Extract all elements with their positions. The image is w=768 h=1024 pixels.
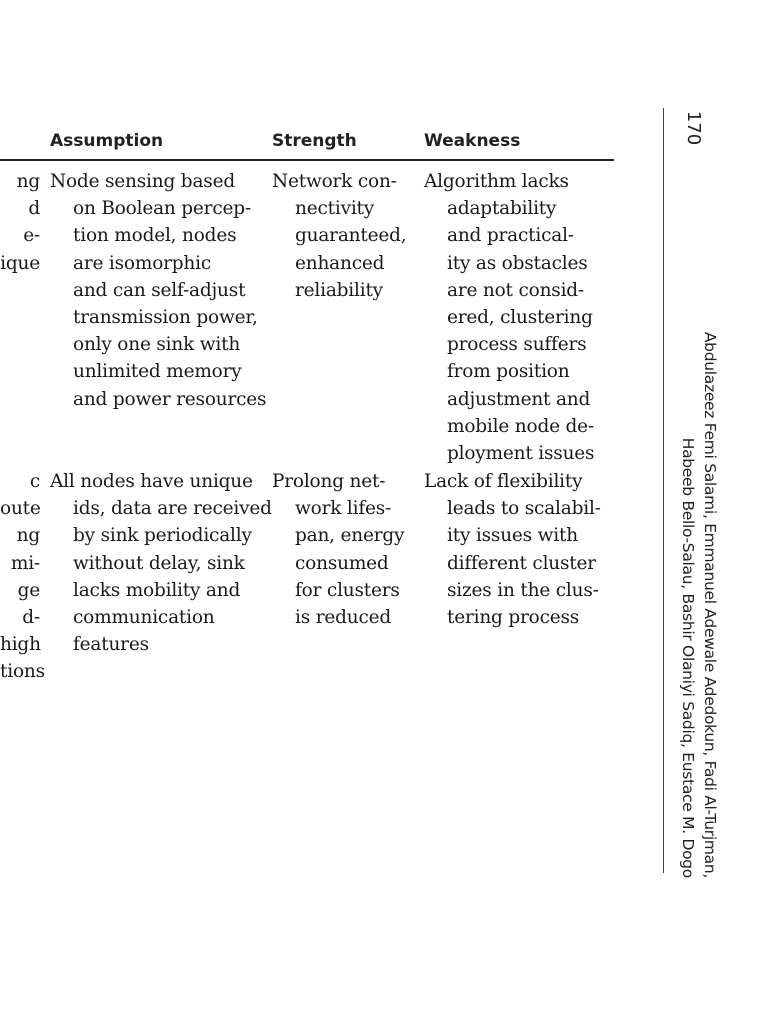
row1-assumption-cell: Node sensing based on Boolean percep- tion model, nodes are isomorphic and can self-adjust transmission power, only one sink with unlimited memory and power resources — [50, 171, 267, 410]
clipped-cell-row2: c oute ng mi- ge d- high tions — [0, 471, 45, 683]
row2-assumption-cell: All nodes have unique ids, data are received by sink periodically without delay, sink lacks mobility and communication features — [50, 471, 272, 656]
row1-strength-cell: Network con- nectivity guaranteed, enhanced reliability — [272, 171, 407, 301]
row2-strength-cell: Prolong net- work lifes- pan, energy consumed for clusters is reduced — [272, 471, 405, 629]
running-head-line-2: Habeeb Bello-Salau, Bashir Olaniyi Sadiq, Eustace M. Dogo — [679, 437, 697, 878]
header-rule — [0, 159, 614, 161]
row1-weakness-cell: Algorithm lacks adaptability and practical- ity as obstacles are not consid- ered, clustering process suffers from position adjustment and mobile node de- ployment issues — [424, 171, 595, 465]
running-head-line-1: Abdulazeez Femi Salami, Emmanuel Adewale Adedokun, Fadi Al-Turjman, — [701, 331, 719, 878]
running-head-authors — [661, 318, 721, 878]
row2-weakness-cell: Lack of flexibility leads to scalabil- ity issues with different cluster sizes in the clus- tering process — [424, 471, 601, 629]
header-strength: Strength — [272, 131, 357, 151]
clipped-cell-row1: ng d e- ique — [0, 171, 40, 274]
page-number: 170 — [683, 110, 704, 146]
header-weakness: Weakness — [424, 131, 521, 151]
header-assumption: Assumption — [50, 131, 164, 151]
